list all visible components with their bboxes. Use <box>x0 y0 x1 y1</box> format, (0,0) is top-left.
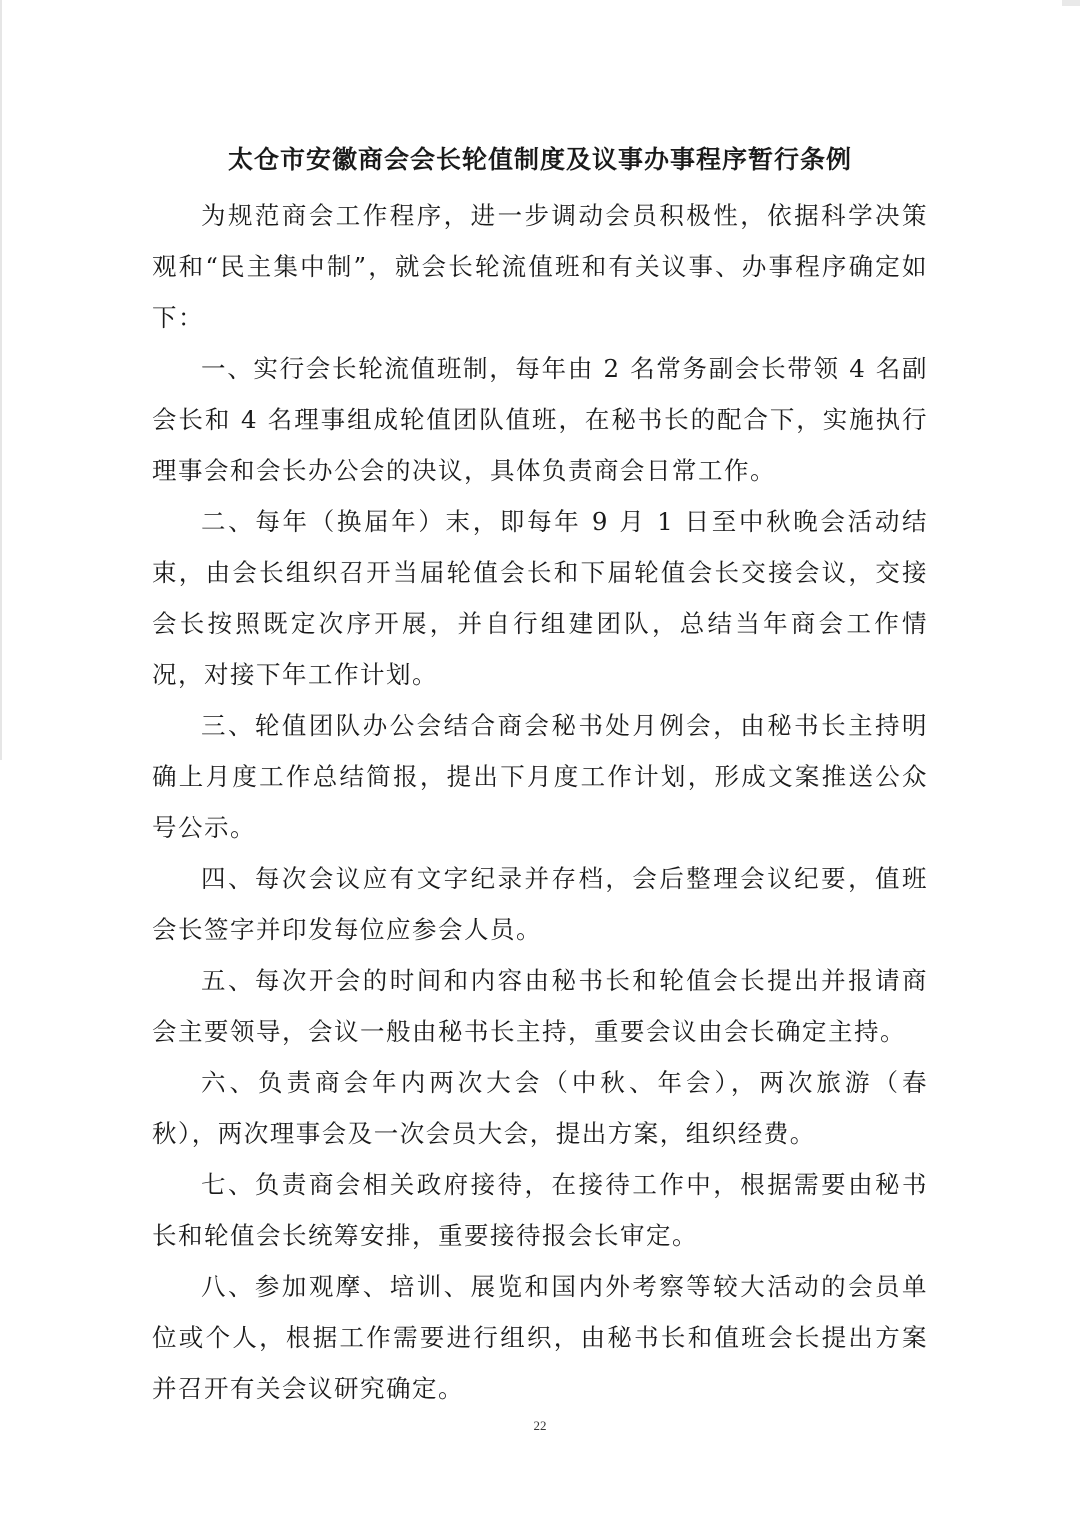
scan-corner-mark <box>1062 0 1080 6</box>
document-title: 太仓市安徽商会会长轮值制度及议事办事程序暂行条例 <box>227 145 852 174</box>
clause-6-paragraph: 六、负责商会年内两次大会（中秋、年会），两次旅游（春秋），两次理事会及一次会员大会，提出方案，组织经费。 <box>152 1068 928 1148</box>
document-body <box>152 190 928 1414</box>
page-number: 22 <box>533 1418 547 1433</box>
clause-3-paragraph: 三、轮值团队办公会结合商会秘书处月例会，由秘书长主持明确上月度工作总结简报，提出下月度工作计划，形成文案推送公众号公示。 <box>152 711 928 842</box>
intro-paragraph: 为规范商会工作程序，进一步调动会员积极性，依据科学决策观和“民主集中制”，就会长轮流值班和有关议事、办事程序确定如下： <box>152 201 928 332</box>
clause-1-paragraph: 一、实行会长轮流值班制，每年由 2 名常务副会长带领 4 名副会长和 4 名理事组成轮值团队值班，在秘书长的配合下，实施执行理事会和会长办公会的决议，具体负责商会日常工作。 <box>152 354 928 485</box>
scan-edge-mark <box>0 0 2 760</box>
clause-2-paragraph: 二、每年（换届年）末，即每年 9 月 1 日至中秋晚会活动结束，由会长组织召开当届轮值会长和下届轮值会长交接会议，交接会长按照既定次序开展，并自行组建团队，总结当年商会工作情况，对接下年工作计划。 <box>152 507 928 689</box>
clause-7-paragraph: 七、负责商会相关政府接待，在接待工作中，根据需要由秘书长和轮值会长统筹安排，重要接待报会长审定。 <box>152 1170 928 1250</box>
clause-4-paragraph: 四、每次会议应有文字纪录并存档，会后整理会议纪要，值班会长签字并印发每位应参会人员。 <box>152 864 928 944</box>
clause-5-paragraph: 五、每次开会的时间和内容由秘书长和轮值会长提出并报请商会主要领导，会议一般由秘书长主持，重要会议由会长确定主持。 <box>152 966 928 1046</box>
clause-8-paragraph: 八、参加观摩、培训、展览和国内外考察等较大活动的会员单位或个人，根据工作需要进行组织，由秘书长和值班会长提出方案并召开有关会议研究确定。 <box>152 1272 928 1403</box>
